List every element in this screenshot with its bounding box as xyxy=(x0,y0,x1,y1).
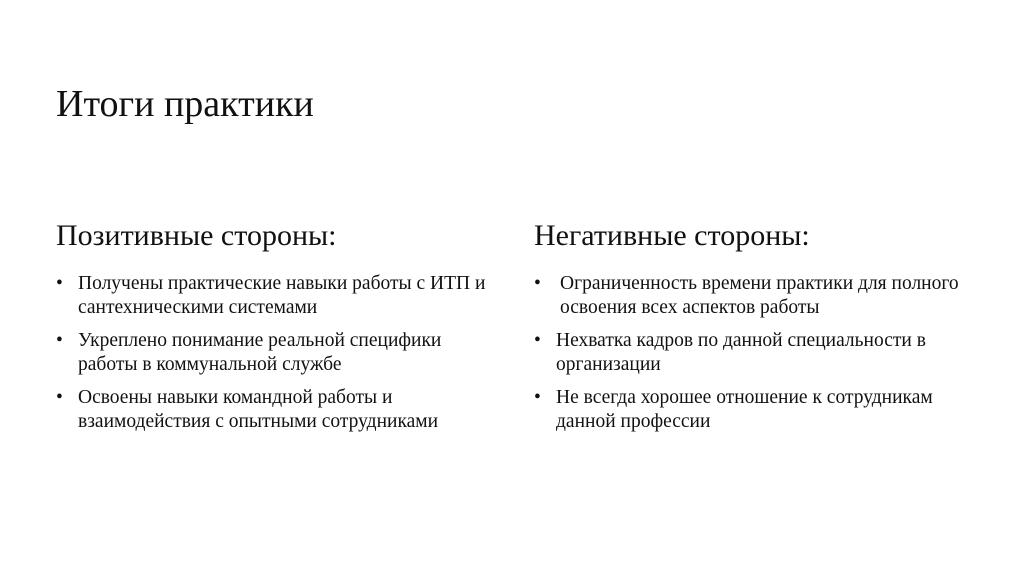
positive-heading: Позитивные стороны: xyxy=(56,219,337,252)
slide-title: Итоги практики xyxy=(56,83,314,125)
negative-heading: Негативные стороны: xyxy=(534,219,810,252)
list-item xyxy=(56,329,496,377)
bullet-icon: • xyxy=(56,273,63,294)
list-item-text: Укреплено понимание реальной специфики работы в коммунальной службе xyxy=(78,330,442,375)
list-item xyxy=(56,272,496,320)
list-item-text: Получены практические навыки работы с ИТП и сантехническими системами xyxy=(78,273,486,318)
negative-list xyxy=(534,272,984,434)
positive-list xyxy=(56,272,496,434)
list-item-text: Освоены навыки командной работы и взаимодействия с опытными сотрудниками xyxy=(78,387,439,432)
list-item xyxy=(56,386,496,434)
list-item xyxy=(534,272,984,320)
list-item-text: Не всегда хорошее отношение к сотрудникам данной профессии xyxy=(556,387,933,432)
bullet-icon: • xyxy=(56,330,63,351)
bullet-icon: • xyxy=(534,273,541,294)
positive-column xyxy=(56,216,496,443)
bullet-icon: • xyxy=(534,387,541,408)
list-item xyxy=(534,329,984,377)
bullet-icon: • xyxy=(56,387,63,408)
list-item-text: Ограниченность времени практики для полного освоения всех аспектов работы xyxy=(560,273,959,318)
list-item-text: Нехватка кадров по данной специальности в организации xyxy=(556,330,926,375)
bullet-icon: • xyxy=(534,330,541,351)
negative-column xyxy=(534,216,984,443)
list-item xyxy=(534,386,984,434)
